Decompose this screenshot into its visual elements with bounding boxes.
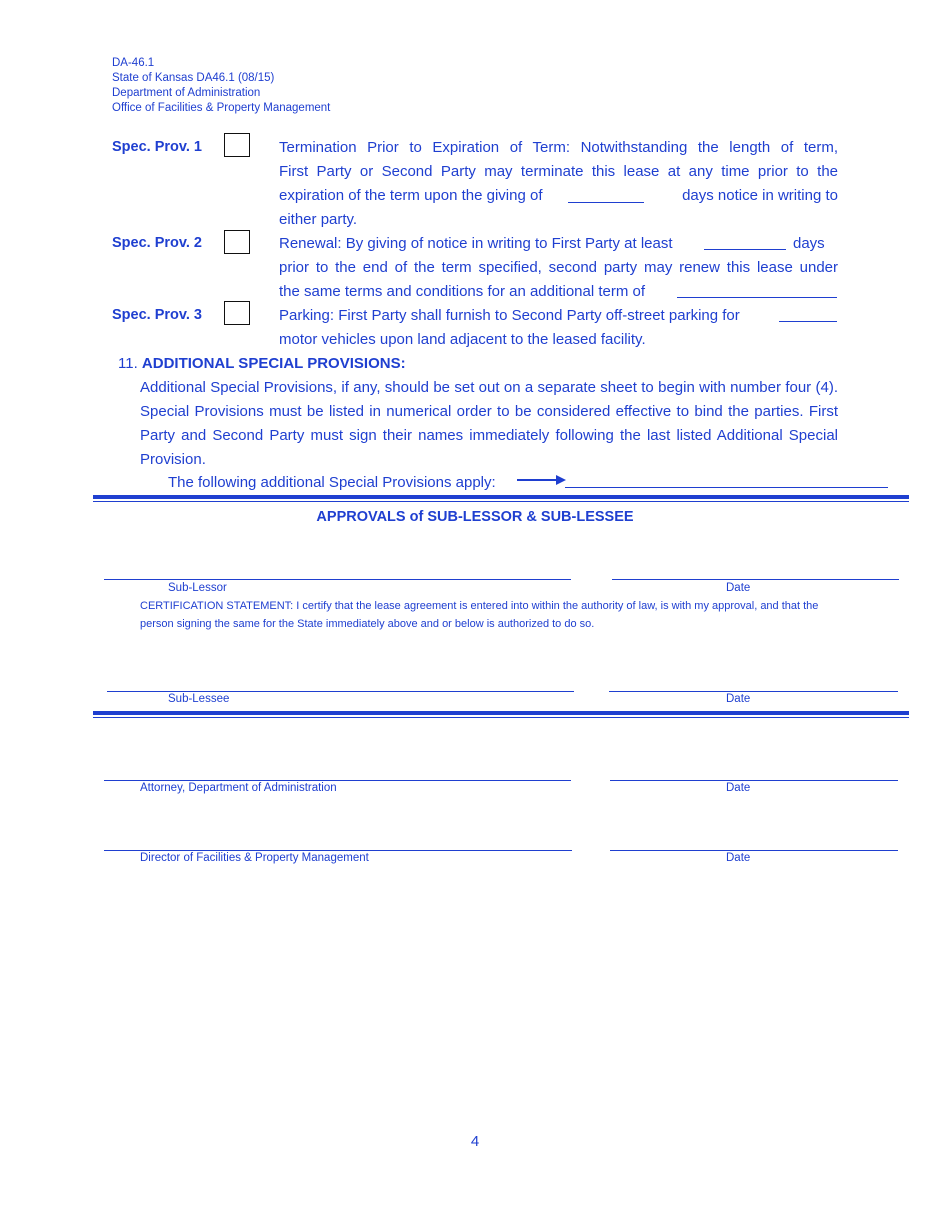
form-version: State of Kansas DA46.1 (08/15) xyxy=(112,72,275,84)
section-divider-thick xyxy=(93,495,909,499)
spec-prov-1-line-3 xyxy=(279,184,838,208)
spec-prov-3-line-1 xyxy=(279,304,838,328)
sub-lessor-date-line[interactable] xyxy=(612,579,899,580)
sub-lessor-signature-line[interactable] xyxy=(104,579,571,580)
termination-days-field[interactable] xyxy=(568,184,644,203)
spec-prov-2-line-1-left: Renewal: By giving of notice in writing to First Party at least xyxy=(279,235,673,252)
spec-prov-3-checkbox[interactable] xyxy=(224,301,250,325)
apply-text: The following additional Special Provisions apply: xyxy=(168,474,496,491)
approvals-divider-thick xyxy=(93,711,909,715)
attorney-date-label: Date xyxy=(726,782,751,794)
spec-prov-1-line-4: either party. xyxy=(279,211,358,228)
approvals-divider-thin xyxy=(93,717,909,718)
director-signature-line[interactable] xyxy=(104,850,572,851)
office-name: Office of Facilities & Property Management xyxy=(112,102,331,114)
spec-prov-3-line-2: motor vehicles upon land adjacent to the leased facility. xyxy=(279,331,646,348)
spec-prov-2-days-word: days xyxy=(793,235,825,252)
spec-prov-3-text xyxy=(279,304,838,352)
spec-prov-1-checkbox[interactable] xyxy=(224,133,250,157)
renewal-notice-days-field[interactable] xyxy=(704,232,786,250)
spec-prov-2-line-2: prior to the end of the term specified, second party may renew this lease under xyxy=(279,259,838,276)
arrow-right-icon xyxy=(516,473,568,487)
sub-lessee-signature-line[interactable] xyxy=(107,691,574,692)
form-id: DA-46.1 xyxy=(112,57,155,69)
section-11-number: 11. xyxy=(118,355,138,372)
spec-prov-1-text xyxy=(279,136,838,232)
director-date-line[interactable] xyxy=(610,850,898,851)
section-11-title: ADDITIONAL SPECIAL PROVISIONS: xyxy=(141,355,406,372)
parking-spaces-field[interactable] xyxy=(779,304,837,322)
certification-statement: CERTIFICATION STATEMENT: I certify that the lease agreement is entered into within the authority of law, is with my approval, and that the person signing the same for the State immediately above and or below is authorized to do so. xyxy=(140,600,819,630)
section-divider-thin xyxy=(93,501,909,502)
spec-prov-2-label: Spec. Prov. 2 xyxy=(112,235,202,251)
spec-prov-2-line-1 xyxy=(279,232,838,256)
sub-lessor-label: Sub-Lessor xyxy=(168,582,227,594)
sub-lessee-label: Sub-Lessee xyxy=(168,693,230,705)
spec-prov-1-line-1: Termination Prior to Expiration of Term: Notwithstanding the length of term, xyxy=(279,139,838,156)
attorney-date-line[interactable] xyxy=(610,780,898,781)
spec-prov-2-line-3-left: the same terms and conditions for an additional term of xyxy=(279,283,646,300)
additional-provisions-field[interactable] xyxy=(565,487,888,488)
department-name: Department of Administration xyxy=(112,87,261,99)
spec-prov-2-checkbox[interactable] xyxy=(224,230,250,254)
sub-lessee-date-label: Date xyxy=(726,693,751,705)
sub-lessor-date-label: Date xyxy=(726,582,751,594)
spec-prov-2-text xyxy=(279,232,838,304)
approvals-title: APPROVALS of SUB-LESSOR & SUB-LESSEE xyxy=(316,509,634,525)
spec-prov-1-label: Spec. Prov. 1 xyxy=(112,139,202,155)
spec-prov-3-label: Spec. Prov. 3 xyxy=(112,307,202,323)
director-label: Director of Facilities & Property Management xyxy=(140,852,369,864)
spec-prov-2-line-3 xyxy=(279,280,838,304)
attorney-signature-line[interactable] xyxy=(104,780,571,781)
spec-prov-1-line-3-right: days notice in writing to xyxy=(682,187,838,204)
attorney-label: Attorney, Department of Administration xyxy=(140,782,337,794)
section-11-heading xyxy=(118,355,406,372)
renewal-term-field[interactable] xyxy=(677,280,837,298)
spec-prov-1-line-3-left: expiration of the term upon the giving of xyxy=(279,187,543,204)
spec-prov-1-line-2: First Party or Second Party may terminate this lease at any time prior to the xyxy=(279,163,838,180)
section-11-body: Additional Special Provisions, if any, should be set out on a separate sheet to begin with number four (4). Special Provisions must be listed in numerical order to be considered effective to bind the parties. First Party and Second Party must sign their names immediately following the last listed Additional Special Provision. xyxy=(140,379,838,468)
director-date-label: Date xyxy=(726,852,751,864)
page-number: 4 xyxy=(470,1133,480,1150)
sub-lessee-date-line[interactable] xyxy=(609,691,898,692)
spec-prov-3-line-1-left: Parking: First Party shall furnish to Second Party off-street parking for xyxy=(279,307,740,324)
